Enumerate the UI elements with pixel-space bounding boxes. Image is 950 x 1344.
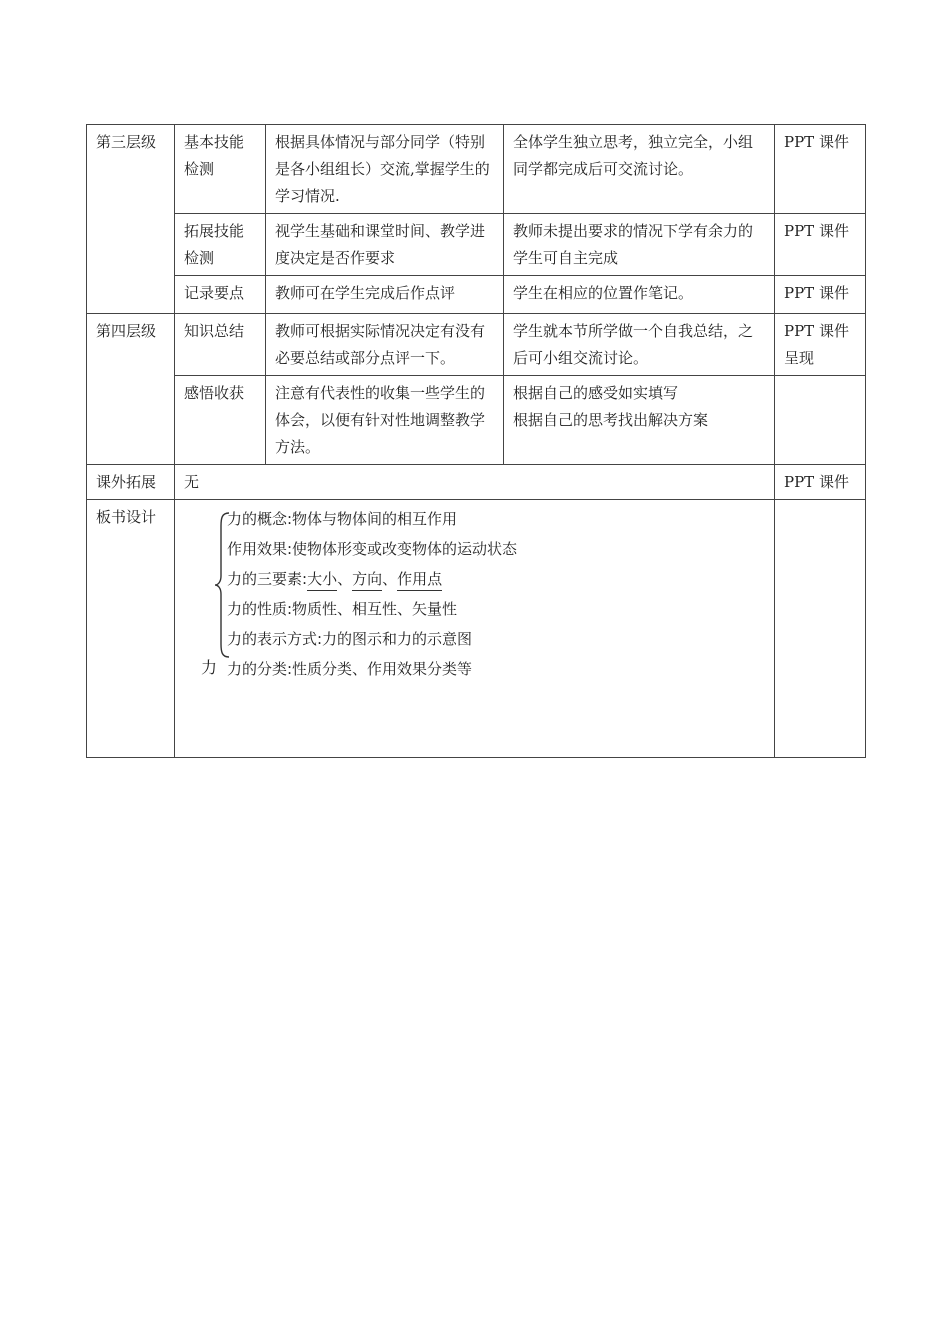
item-cell: 拓展技能 检测 (175, 214, 266, 276)
teacher-activity-cell: 视学生基础和课堂时间、教学进度决定是否作要求 (266, 214, 504, 276)
table-row (87, 314, 866, 376)
board-notes (227, 504, 517, 684)
student-activity-cell: 学生就本节所学做一个自我总结，之后可小组交流讨论。 (504, 314, 775, 376)
teacher-activity-cell: 教师可在学生完成后作点评 (266, 276, 504, 314)
media-cell: PPT 课件 (775, 465, 866, 500)
table-row (87, 376, 866, 465)
lesson-plan-table (86, 124, 866, 758)
board-line: 作用效果:使物体形变或改变物体的运动状态 (227, 540, 518, 558)
media-cell (775, 500, 866, 758)
level-cell: 课外拓展 (87, 465, 175, 500)
item-cell: 记录要点 (175, 276, 266, 314)
student-activity-cell: 学生在相应的位置作笔记。 (504, 276, 775, 314)
media-cell: PPT 课件 (775, 214, 866, 276)
content-cell: 无 (175, 465, 775, 500)
board-line: 力的三要素:大小、方向、作用点 (227, 564, 517, 594)
student-activity-cell: 根据自己的感受如实填写 根据自己的思考找出解决方案 (504, 376, 775, 465)
media-cell (775, 376, 866, 465)
item-cell: 感悟收获 (175, 376, 266, 465)
media-cell: PPT 课件 (775, 125, 866, 214)
board-line: 力的表示方式:力的图示和力的示意图 (227, 630, 473, 648)
blackboard-design-cell (175, 500, 775, 758)
level-cell: 第四层级 (87, 314, 175, 465)
media-cell: PPT 课件 呈现 (775, 314, 866, 376)
table-row (87, 500, 866, 758)
teacher-activity-cell: 根据具体情况与部分同学（特别是各小组组长）交流,掌握学生的学习情况. (266, 125, 504, 214)
item-cell: 知识总结 (175, 314, 266, 376)
board-line: 力的概念:物体与物体间的相互作用 (227, 510, 458, 528)
media-cell: PPT 课件 (775, 276, 866, 314)
table-row (87, 214, 866, 276)
board-root-label: 力 (201, 658, 218, 677)
table-row (87, 125, 866, 214)
board-line: 力的分类:性质分类、作用效果分类等 (227, 660, 473, 678)
level-cell: 第三层级 (87, 125, 175, 314)
table-row (87, 465, 866, 500)
teacher-activity-cell: 教师可根据实际情况决定有没有必要总结或部分点评一下。 (266, 314, 504, 376)
item-cell: 基本技能 检测 (175, 125, 266, 214)
teacher-activity-cell: 注意有代表性的收集一些学生的体会，以便有针对性地调整教学方法。 (266, 376, 504, 465)
student-activity-cell: 教师未提出要求的情况下学有余力的学生可自主完成 (504, 214, 775, 276)
board-line: 力的性质:物质性、相互性、矢量性 (227, 600, 458, 618)
level-cell: 板书设计 (87, 500, 175, 758)
student-activity-cell: 全体学生独立思考，独立完全，小组同学都完成后可交流讨论。 (504, 125, 775, 214)
table-row (87, 276, 866, 314)
